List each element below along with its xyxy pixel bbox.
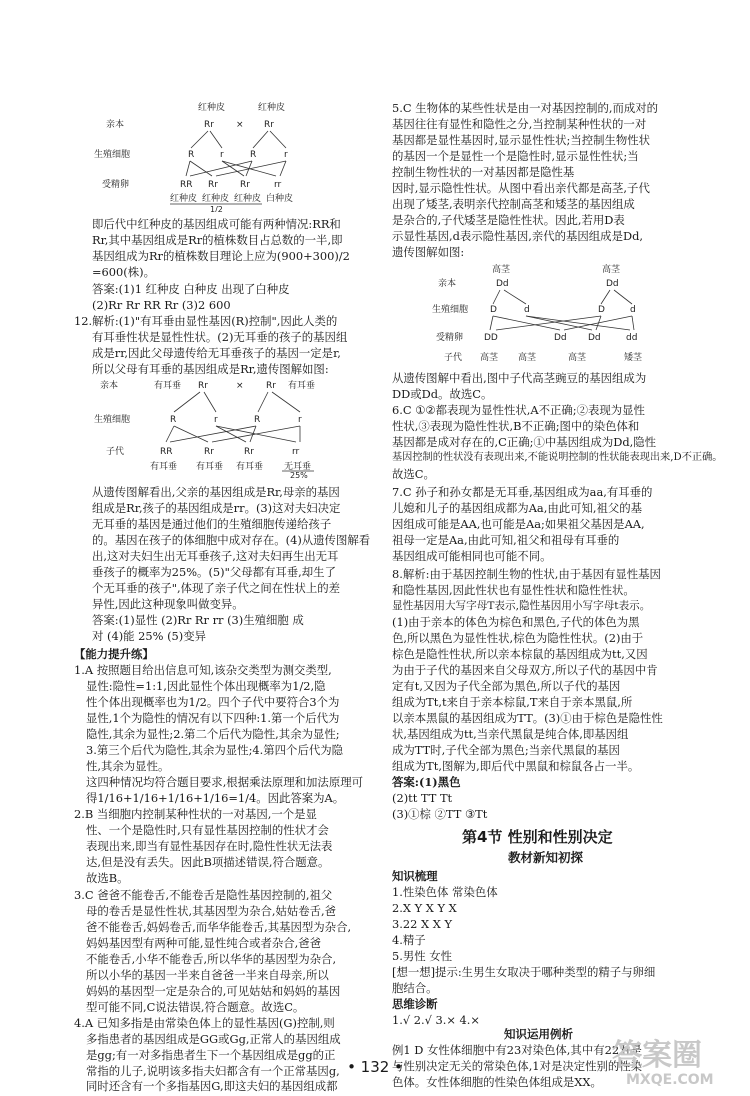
left3-line-21: 型可能不同,C说法错误,符合题意。故选C。 <box>86 1000 305 1014</box>
diag3-z1: DD <box>484 333 498 343</box>
left3-line-24: 是gg;有一对多指患者生下一个基因组成是gg的正 <box>86 1048 336 1062</box>
right2-line-9: 因组成可能是AA,也可能是Aa;如果祖父基因是AA, <box>392 517 645 531</box>
left3-line-5: 3.第三个后代为隐性,其余为显性;4.第四个后代为隐 <box>86 743 344 757</box>
left3-line-18: 不能卷舌,小华不能卷舌,所以华华的基因型为杂合, <box>86 952 337 966</box>
right2-line-10: 祖母一定是Aa,由此可知,祖父和祖母有耳垂的 <box>392 533 620 547</box>
right2-line-0: 从遗传图解中看出,图中子代高茎豌豆的基因组成为 <box>392 371 647 385</box>
diag2-ph1: 有耳垂 <box>150 462 178 472</box>
left2-line-0: 从遗传图解看出,父亲的基因组成是Rr,母亲的基因 <box>92 485 340 499</box>
right2-line-3: 性状,③表现为隐性性状,B不正确;图中的染色体和 <box>392 419 640 433</box>
left-line-9: 所以父母有耳垂的基因组成是Rr,遗传图解如图: <box>92 362 329 376</box>
left2-line-6: 个无耳垂的孩子",体现了亲子代之间在性状上的差 <box>92 581 341 595</box>
ability-heading: 【能力提升练】 <box>74 647 154 661</box>
left2-line-3: 的。基因在孩子的体细胞中成对存在。(4)从遗传图解看 <box>92 533 371 547</box>
right2-line-6: 故选C。 <box>392 467 435 481</box>
watermark-url: MXQE.COM <box>626 1072 714 1088</box>
diag1-row-zygote: 受精卵 <box>102 180 130 190</box>
think-line-0: [想一想]提示:生男生女取决于哪种类型的精子与卵细 <box>392 965 656 979</box>
left3-line-22: 4.A 已知多指是由常染色体上的显性基因(G)控制,则 <box>74 1016 335 1030</box>
diag1-row-parent: 亲本 <box>106 120 125 130</box>
section-title: 第4节 性别和性别决定 <box>462 828 613 846</box>
diag2-z1: RR <box>160 447 173 457</box>
right2-line-20: 组成为Tt,t来自于亲本棕鼠,T来自于亲本黑鼠,所 <box>392 695 633 709</box>
diag2-cross: × <box>236 381 244 391</box>
left2-line-4: 出,这对夫妇生出无耳垂孩子,这对夫妇再生出无耳 <box>92 549 339 563</box>
subsection-title: 教材新知初探 <box>508 850 584 865</box>
right1-line-3: 的基因一个是显性一个是隐性时,显示显性性状;当 <box>392 149 639 163</box>
diag2-z4: rr <box>292 447 300 457</box>
left-line-5: (2)Rr Rr RR Rr (3)2 600 <box>92 298 231 312</box>
left3-line-13: 故选B。 <box>86 871 129 885</box>
right1-line-1: 基因往往有显性和隐性之分,当控制某种性状的一对 <box>392 117 647 131</box>
knowledge-line-1: 2.X Y X Y X <box>392 901 457 915</box>
diag1-ph1: 红种皮 <box>170 194 198 204</box>
diag1-ph4: 白种皮 <box>266 194 294 204</box>
diag1-p2: Rr <box>264 120 274 130</box>
right1-line-6: 出现了矮茎,表明亲代控制高茎和矮茎的基因组成 <box>392 197 635 211</box>
left3-line-0: 1.A 按照题目给出信息可知,该杂交类型为测交类型, <box>74 663 332 677</box>
left2-line-5: 垂孩子的概率为25%。(5)"父母都有耳垂,却生了 <box>92 565 336 579</box>
diag2-row-gamete: 生殖细胞 <box>94 415 131 425</box>
genetic-diagram-seed-coat <box>86 100 388 212</box>
diag3-p1: Dd <box>496 279 509 289</box>
diag1-z4: rr <box>274 180 282 190</box>
left3-line-3: 显性,1个为隐性的情况有以下四种:1.第一个后代为 <box>86 711 340 725</box>
knowledge-heading: 知识梳理 <box>392 869 438 883</box>
right2-line-14: 显性基因用大写字母T表示,隐性基因用小写字母t表示。 <box>392 600 651 612</box>
right2-line-19: 定有t,又因为子代全部为黑色,所以子代的基因 <box>392 679 621 693</box>
right2-line-22: 状,基因组成为tt,当亲代黑鼠是纯合体,即基因组 <box>392 727 629 741</box>
right2-line-4: 基因都是成对存在的,C正确;①中基因组成为Dd,隐性 <box>392 435 657 449</box>
diag1-g3: R <box>250 150 257 160</box>
diag3-ph1: 高茎 <box>480 353 499 363</box>
right2-line-1: DD或Dd。故选C。 <box>392 387 493 401</box>
left3-line-7: 这四种情况均符合题目要求,根据乘法原理和加法原理可 <box>86 775 363 789</box>
left3-line-20: 妈妈的基因型一定是杂合的,可见姑姑和妈妈的基因 <box>86 984 341 998</box>
diag1-z3: Rr <box>240 180 250 190</box>
left3-line-2: 性个体出现概率也为1/2。四个子代中要符合3个为 <box>86 695 340 709</box>
right1-line-4: 控制生物性状的一对基因都是隐性基 <box>392 165 575 179</box>
diag2-ph4: 无耳垂 <box>284 462 312 472</box>
left2-line-2: 无耳垂的基因是通过他们的生殖细胞传递给孩子 <box>92 517 332 531</box>
diag2-g3: R <box>254 415 261 425</box>
diagnosis-heading: 思维诊断 <box>392 997 438 1011</box>
diag1-z2: Rr <box>208 180 218 190</box>
watermark-logo: 答案圈 <box>612 1038 702 1073</box>
left3-line-1: 显性:隐性=1:1,因此显性个体出现概率为1/2,隐 <box>86 679 326 693</box>
diagnosis-answers: 1.√ 2.√ 3.× 4.× <box>392 1013 480 1027</box>
diag3-ph2: 高茎 <box>518 353 537 363</box>
diag1-g1: R <box>188 150 195 160</box>
diag2-ph2: 有耳垂 <box>196 462 224 472</box>
right2-line-5: 基因控制的性状没有表现出来,不能说明控制的性状能表现出来,D不正确。 <box>392 452 723 463</box>
genetic-diagram-pea-stem <box>392 262 704 366</box>
left3-line-19: 所以小华的基因一半来自爸爸一半来自母亲,所以 <box>86 968 329 982</box>
diag3-row-gamete: 生殖细胞 <box>432 305 469 315</box>
right1-line-9: 遗传图解如图: <box>392 245 465 259</box>
diag2-p1-label: 有耳垂 <box>154 381 182 391</box>
diag2-g1: R <box>170 415 177 425</box>
diag2-ph3: 有耳垂 <box>236 462 264 472</box>
diag1-row-gamete: 生殖细胞 <box>94 150 131 160</box>
left3-line-16: 爸不能卷舌,妈妈卷舌,而华华能卷舌,其基因型为杂合, <box>86 920 352 934</box>
left-line-4: 答案:(1)1 红种皮 白种皮 出现了白种皮 <box>92 282 290 296</box>
diag2-pct: 25% <box>290 471 308 478</box>
right1-line-8: 示显性基因,d表示隐性基因,亲代的基因组成是Dd, <box>392 229 644 243</box>
diag3-g4: d <box>630 305 636 315</box>
diag1-cross: × <box>236 120 244 130</box>
example-line-1: 与性别决定无关的常染色体,1对是决定性别的性染 <box>392 1059 643 1073</box>
right2-line-17: 棕色是隐性性状,所以亲本棕鼠的基因组成为tt,又因 <box>392 647 648 661</box>
left3-line-8: 得1/16+1/16+1/16+1/16=1/4。因此答案为A。 <box>86 791 345 805</box>
left3-line-15: 母的卷舌是显性性状,其基因型为杂合,姑姑卷舌,爸 <box>86 904 337 918</box>
left3-line-25: 常指的儿子,说明该多指夫妇都含有一个正常基因g, <box>86 1064 340 1078</box>
right2-line-7: 7.C 孙子和孙女都是无耳垂,基因组成为aa,有耳垂的 <box>392 485 653 499</box>
right2-line-23: 成为TT时,子代全部为黑色;当亲代黑鼠的基因 <box>392 743 620 757</box>
example-line-2: 色体。女性体细胞的性染色体组成是XX。 <box>392 1075 602 1089</box>
diag3-g2: d <box>524 305 530 315</box>
right2-line-18: 为由于子代的基因来自父母双方,所以子代的基因中肯 <box>392 663 658 677</box>
diag3-g3: D <box>598 305 605 315</box>
left3-line-4: 隐性,其余为显性;2.第二个后代为隐性,其余为显性; <box>86 727 340 741</box>
right2-line-16: 色,所以黑色为显性性状,棕色为隐性性状。(2)由于 <box>392 631 644 645</box>
left3-line-14: 3.C 爸爸不能卷舌,不能卷舌是隐性基因控制的,祖父 <box>74 888 333 902</box>
diag2-p1: Rr <box>198 381 208 391</box>
diag1-r1-left: 红种皮 <box>198 103 226 113</box>
left3-line-10: 性、一个是隐性时,只有显性基因控制的性状才会 <box>86 823 329 837</box>
left-line-0: 即后代中红种皮的基因组成可能有两种情况:RR和 <box>92 217 341 231</box>
right2-line-8: 儿媳和儿子的基因组成都为Aa,由此可知,祖父的基 <box>392 501 643 515</box>
diag3-z3: Dd <box>588 333 601 343</box>
diag1-ph2: 红种皮 <box>202 194 230 204</box>
diag2-p2: Rr <box>266 381 276 391</box>
right2-line-12: 8.解析:由于基因控制生物的性状,由于基因有显性基因 <box>392 567 661 581</box>
diag2-p2-label: 有耳垂 <box>288 381 316 391</box>
diag3-row-child: 子代 <box>444 353 463 363</box>
diag2-z2: Rr <box>204 447 214 457</box>
right2-line-11: 基因组成可能相同也可能不同。 <box>392 549 552 563</box>
diag1-g2: r <box>220 150 224 160</box>
apply-heading: 知识运用例析 <box>504 1027 573 1041</box>
diag2-z3: Rr <box>244 447 254 457</box>
diag2-row-child: 子代 <box>106 447 125 457</box>
left2-line-9: 对 (4)能 25% (5)变异 <box>92 629 207 643</box>
right1-line-2: 基因都是显性基因时,显示显性性状;当控制生物性状 <box>392 133 651 147</box>
diag1-g4: r <box>284 150 288 160</box>
right1-line-0: 5.C 生物体的某些性状是由一对基因控制的,而成对的 <box>392 101 659 115</box>
diag2-g4: r <box>298 415 302 425</box>
left-line-1: Rr,其中基因组成是Rr的植株数目占总数的一半,即 <box>92 233 343 247</box>
diag3-row-zygote: 受精卵 <box>436 333 464 343</box>
diag3-ph4: 矮茎 <box>624 353 643 363</box>
left3-line-11: 表现出来,即当有显性基因存在时,隐性性状无法表 <box>86 839 333 853</box>
knowledge-line-2: 3.22 X X Y <box>392 917 452 931</box>
right1-line-7: 是杂合的,子代矮茎是隐性性状。因此,若用D表 <box>392 213 625 227</box>
diag1-r1-right: 红种皮 <box>258 103 286 113</box>
diag3-row-parent: 亲本 <box>438 279 457 289</box>
diag1-z1: RR <box>180 180 193 190</box>
left2-line-1: 组成是Rr,孩子的基因组成是rr。(3)这对夫妇决定 <box>92 501 341 515</box>
left2-line-8: 答案:(1)显性 (2)Rr Rr rr (3)生殖细胞 成 <box>92 613 304 627</box>
knowledge-line-4: 5.男性 女性 <box>392 949 453 963</box>
left3-line-26: 同时还含有一个多指基因G,即这夫妇的基因组成都 <box>86 1079 338 1093</box>
diag3-g1: D <box>490 305 497 315</box>
diag3-top1: 高茎 <box>492 265 511 275</box>
left-line-2: 基因组成为Rr的植株数目理论上应为(900+300)/2 <box>92 249 350 263</box>
left2-line-7: 异性,因此这种现象叫做变异。 <box>92 597 244 611</box>
left3-line-12: 达,但是没有丢失。因此B项描述错误,符合题意。 <box>86 855 330 869</box>
page-number: • 132 • <box>347 1058 403 1076</box>
left-line-3: =600(株)。 <box>92 265 155 279</box>
diag3-z2: Dd <box>554 333 567 343</box>
right1-line-5: 因时,显示隐性性状。从图中看出亲代都是高茎,子代 <box>392 181 650 195</box>
right2-line-13: 和隐性基因,因此性状也有显性性状和隐性性状。 <box>392 583 635 597</box>
diag1-p1: Rr <box>204 120 214 130</box>
left3-line-6: 性,其余为显性。 <box>86 759 170 773</box>
right2-line-15: (1)由于亲本的体色为棕色和黑色,子代的体色为黑 <box>392 615 640 629</box>
knowledge-line-0: 1.性染色体 常染色体 <box>392 885 498 899</box>
left-line-6: 12.解析:(1)"有耳垂由显性基因(R)控制",因此人类的 <box>74 314 338 328</box>
right2-line-2: 6.C ①②都表现为显性性状,A不正确;②表现为显性 <box>392 403 645 417</box>
right2-line-26: (2)tt TT Tt <box>392 791 453 805</box>
left3-line-9: 2.B 当细胞内控制某种性状的一对基因,一个是显 <box>74 807 317 821</box>
left3-line-17: 妈妈基因型有两种可能,显性纯合或者杂合,爸爸 <box>86 936 322 950</box>
left3-line-23: 多指患者的基因组成是GG或Gg,正常人的基因组成 <box>86 1032 341 1046</box>
diag1-ph3: 红种皮 <box>234 194 262 204</box>
diag3-top2: 高茎 <box>602 265 621 275</box>
diag3-z4: dd <box>626 333 638 343</box>
right2-line-24: 组成为Tt,图解为,即后代中黑鼠和棕鼠各占一半。 <box>392 759 640 773</box>
left-line-7: 有耳垂性状是显性性状。(2)无耳垂的孩子的基因组 <box>92 330 348 344</box>
knowledge-line-3: 4.精子 <box>392 933 426 947</box>
genetic-diagram-earlobe <box>86 378 388 478</box>
diag2-row-parent: 亲本 <box>100 381 119 391</box>
example-line-0: 例1 D 女性体细胞中有23对染色体,其中有22对是 <box>392 1043 642 1057</box>
left-line-8: 成是rr,因此父母遗传给无耳垂孩子的基因一定是r, <box>92 346 341 360</box>
right2-line-25: 答案:(1)黑色 <box>392 775 461 789</box>
diag3-p2: Dd <box>606 279 619 289</box>
diag3-ph3: 高茎 <box>568 353 587 363</box>
right2-line-27: (3)①棕 ②TT ③Tt <box>392 807 488 821</box>
think-line-1: 胞结合。 <box>392 981 438 995</box>
diag1-half: 1/2 <box>210 205 223 212</box>
right2-line-21: 以亲本黑鼠的基因组成为TT。(3)①由于棕色是隐性性 <box>392 711 663 725</box>
diag2-g2: r <box>214 415 218 425</box>
